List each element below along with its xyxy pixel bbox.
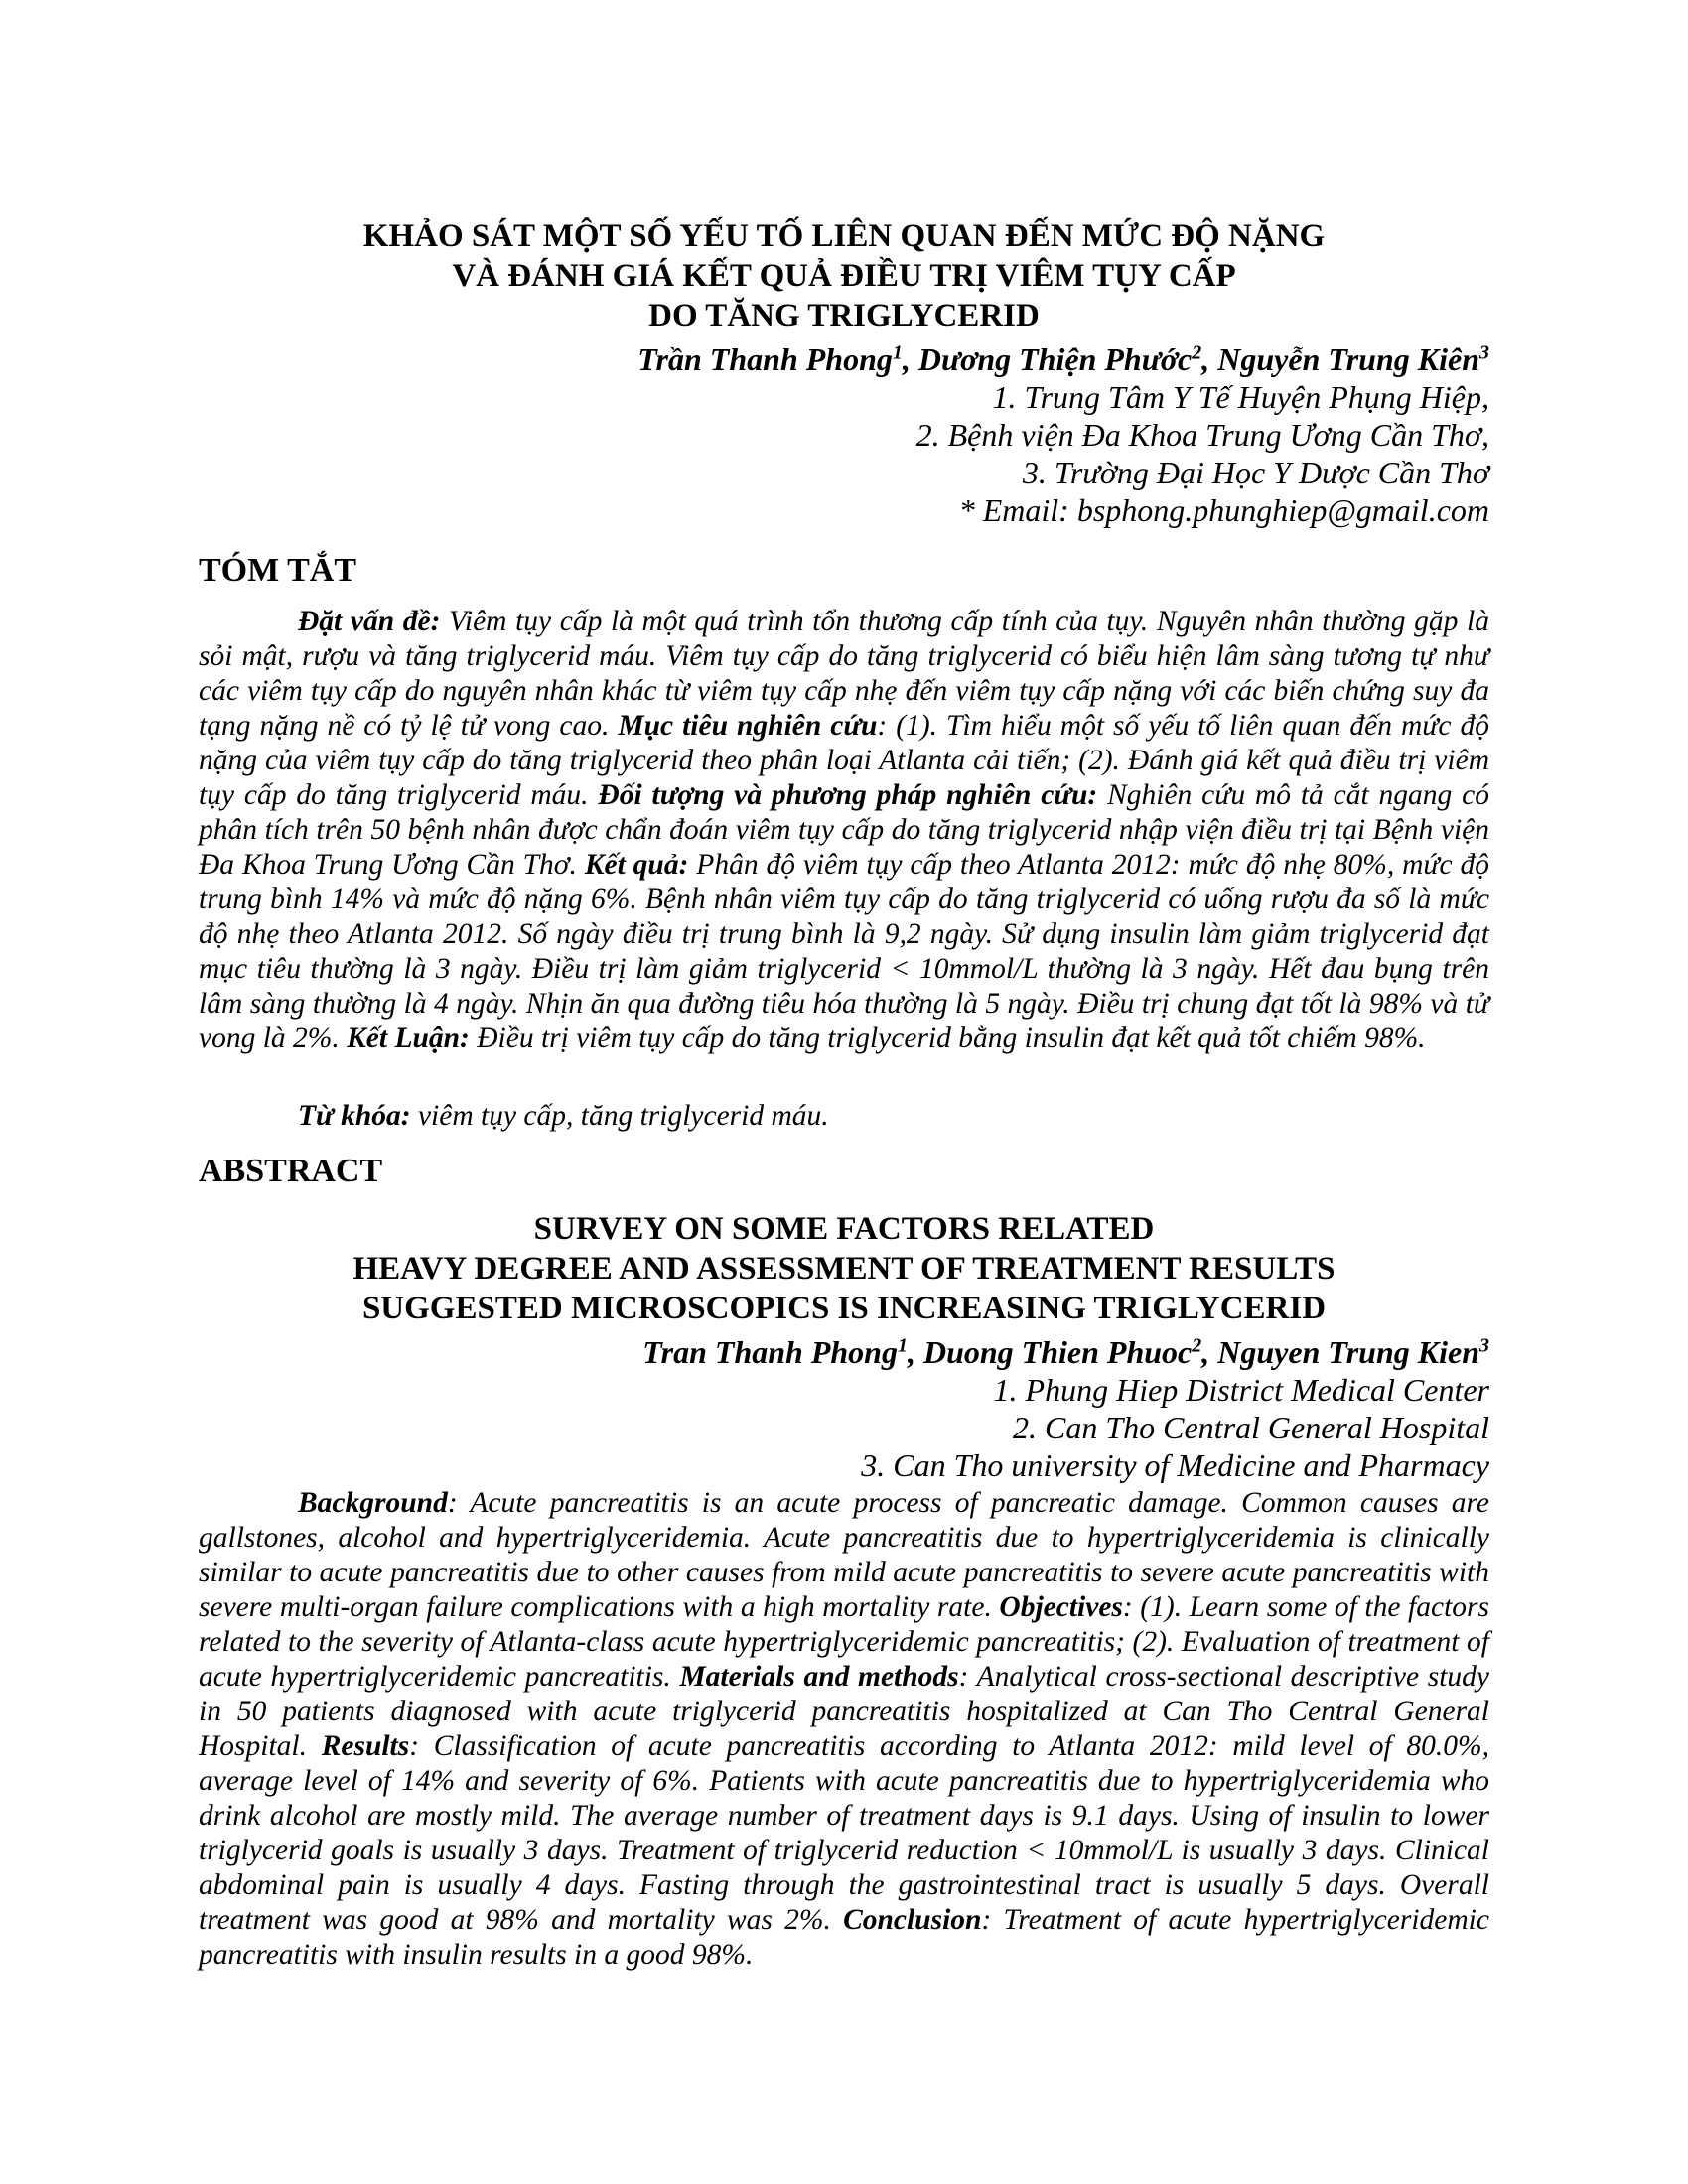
en-authors (642, 1333, 1489, 1371)
author-name: Dương Thiện Phước (917, 341, 1193, 377)
author-name: Tran Thanh Phong (642, 1334, 898, 1370)
body-text: viêm tụy cấp, tăng triglycerid máu. (410, 1100, 829, 1132)
lead-term: Mục tiêu nghiên cứu (618, 710, 878, 742)
body-text: : (1). Tìm hiểu một số yếu tố liên quan đến mức độ nặng của viêm tụy cấp do tăng triglycerid theo phân loại Atlanta cải tiến; (2). Đánh giá kết quả điều trị viêm tụy cấp do tăng triglycerid máu. (199, 710, 1489, 811)
vi-email: * Email: bsphong.phunghiep@gmail.com (958, 492, 1489, 528)
author-sup: 2 (1192, 1334, 1202, 1357)
lead-term: Đặt vấn đề: (298, 606, 441, 637)
body-text: : Treatment of acute hypertriglyceridemic pancreatitis with insulin results in a good 98%. (199, 1904, 1489, 1971)
author-name: Trần Thanh Phong (637, 341, 893, 377)
vi-title-line: KHẢO SÁT MỘT SỐ YẾU TỐ LIÊN QUAN ĐẾN MỨC ĐỘ NẶNG (362, 218, 1326, 254)
lead-term: Từ khóa: (298, 1100, 411, 1132)
author-sep: , (902, 341, 918, 377)
vi-keywords (199, 1099, 1489, 1134)
summary-heading: TÓM TẮT (199, 552, 357, 589)
body-text: Phân độ viêm tụy cấp theo Atlanta 2012: mức độ nhẹ 80%, mức độ trung bình 14% và mức độ nặng 6%. Bệnh nhân viêm tụy cấp do tăng triglycerid có uống rượu đa số là mức độ nhẹ theo Atlanta 2012. Số ngày điều trị trung bình là 9,2 ngày. Sử dụng insulin làm giảm triglycerid đạt mục tiêu thường là 3 ngày. Điều trị làm giảm triglycerid < 10mmol/L thường là 3 ngày. Hết đau bụng trên lâm sàng thường là 4 ngày. Nhịn ăn qua đường tiêu hóa thường là 5 ngày. Điều trị chung đạt tốt là 98% và tử vong là 2%. (199, 849, 1489, 1054)
en-title-line: SURVEY ON SOME FACTORS RELATED (533, 1211, 1155, 1247)
body-text: Điều trị viêm tụy cấp do tăng triglycerid bằng insulin đạt kết quả tốt chiếm 98%. (469, 1023, 1426, 1054)
vi-affiliation: 1. Trung Tâm Y Tế Huyện Phụng Hiệp, (992, 379, 1489, 415)
author-sup: 2 (1192, 341, 1202, 364)
vi-affiliation: 2. Bệnh viện Đa Khoa Trung Ương Cần Thơ, (915, 417, 1489, 453)
author-sep: , (1201, 1334, 1218, 1370)
lead-term: Materials and methods (679, 1661, 959, 1693)
body-text: : Classification of acute pancreatitis according to Atlanta 2012: mild level of 80.0%, average level of 14% and severity of 6%. Patients with acute pancreatitis due to hypertriglyceridemia who drink alcohol are mostly mild. The average number of treatment days is 9.1 days. Using of insulin to lower triglycerid goals is usually 3 days. Treatment of triglycerid reduction < 10mmol/L is usually 3 days. Clinical abdominal pain is usually 4 days. Fasting through the gastrointestinal tract is usually 5 days. Overall treatment was good at 98% and mortality was 2%. (199, 1730, 1490, 1936)
vi-authors (637, 341, 1489, 378)
body-text: : (1). Learn some of the factors related to the severity of Atlanta-class acute hypertriglyceridemic pancreatitis; (2). Evaluation of treatment of acute hypertriglyceridemic pancreatitis. (199, 1591, 1489, 1693)
body-text: Viêm tụy cấp là một quá trình tổn thương cấp tính của tụy. Nguyên nhân thường gặp là sỏi mật, rượu và tăng triglycerid máu. Viêm tụy cấp do tăng triglycerid có biểu hiện lâm sàng tương tự như các viêm tụy cấp do nguyên nhân khác từ viêm tụy cấp nhẹ đến viêm tụy cấp nặng với các biến chứng suy đa tạng nặng nề có tỷ lệ tử vong cao. (199, 606, 1489, 742)
lead-term: Đối tượng và phương pháp nghiên cứu: (598, 779, 1098, 811)
author-sep: , (907, 1334, 923, 1370)
body-text: : Analytical cross-sectional descriptive study in 50 patients diagnosed with acute triglycerid pancreatitis hospitalized at Can Tho Central General Hospital. (199, 1661, 1490, 1762)
lead-term: Background (298, 1487, 448, 1519)
body-text: : Acute pancreatitis is an acute process of pancreatic damage. Common causes are gallstones, alcohol and hypertriglyceridemia. Acute pancreatitis due to hypertriglyceridemia is clinically similar to acute pancreatitis due to other causes from mild acute pancreatitis to severe acute pancreatitis with severe multi-organ failure complications with a high mortality rate. (199, 1487, 1489, 1623)
lead-term: Conclusion (843, 1904, 982, 1936)
author-sup: 1 (897, 1334, 908, 1357)
author-name: Duong Thien Phuoc (922, 1334, 1193, 1370)
en-abstract-paragraph (199, 1486, 1489, 1973)
abstract-heading: ABSTRACT (199, 1153, 383, 1189)
en-title-line: SUGGESTED MICROSCOPICS IS INCREASING TRIGLYCERID (361, 1291, 1327, 1326)
author-sup: 3 (1479, 1334, 1489, 1357)
author-sup: 1 (892, 341, 903, 364)
en-title (199, 1209, 1489, 1328)
author-name: Nguyễn Trung Kiên (1217, 341, 1479, 377)
lead-term: Results (321, 1730, 410, 1762)
lead-term: Kết quả: (584, 849, 689, 881)
en-affiliation: 3. Can Tho university of Medicine and Pharmacy (861, 1447, 1489, 1483)
author-sep: , (1201, 341, 1218, 377)
vi-title-line: DO TĂNG TRIGLYCERID (648, 298, 1040, 334)
lead-term: Kết Luận: (347, 1023, 470, 1054)
body-text: Nghiên cứu mô tả cắt ngang có phân tích trên 50 bệnh nhân được chẩn đoán viêm tụy cấp do tăng triglycerid nhập viện điều trị tại Bệnh viện Đa Khoa Trung Ương Cần Thơ. (199, 779, 1489, 881)
author-name: Nguyen Trung Kien (1217, 1334, 1479, 1370)
vi-affiliation: 3. Trường Đại Học Y Dược Cần Thơ (1022, 455, 1489, 490)
author-sup: 3 (1479, 341, 1489, 364)
vi-summary-paragraph (199, 605, 1489, 1056)
en-affiliation: 1. Phung Hiep District Medical Center (993, 1372, 1489, 1408)
vi-title (199, 216, 1489, 336)
en-affiliation: 2. Can Tho Central General Hospital (1012, 1410, 1489, 1445)
lead-term: Objectives (999, 1591, 1123, 1623)
vi-title-line: VÀ ĐÁNH GIÁ KẾT QUẢ ĐIỀU TRỊ VIÊM TỤY CẤP (452, 258, 1236, 294)
en-title-line: HEAVY DEGREE AND ASSESSMENT OF TREATMENT RESULTS (352, 1251, 1336, 1287)
